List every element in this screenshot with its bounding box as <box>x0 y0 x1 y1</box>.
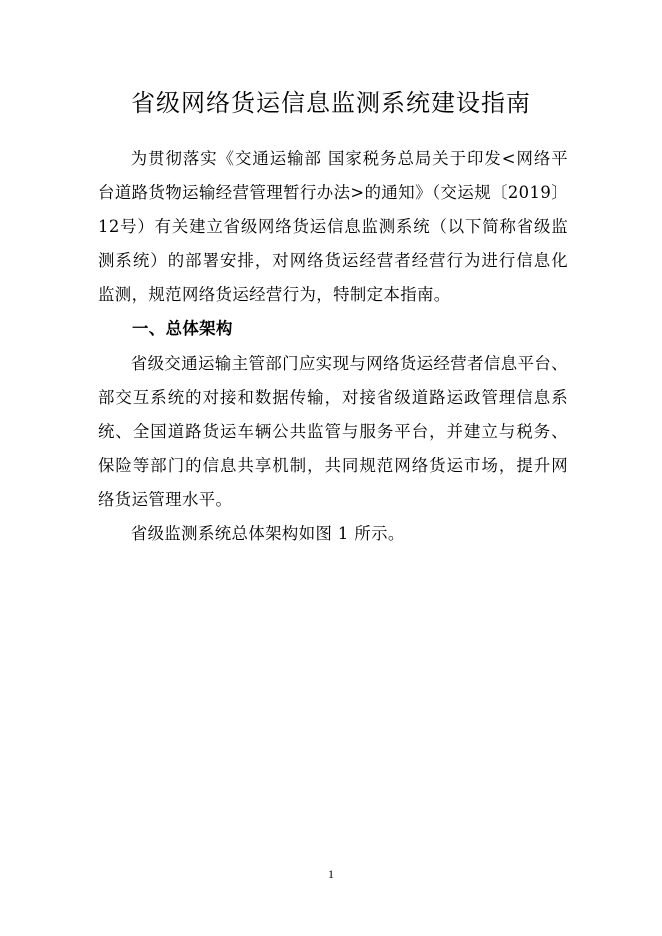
page-number: 1 <box>328 867 334 881</box>
figure-reference-paragraph: 省级监测系统总体架构如图 1 所示。 <box>130 524 405 543</box>
section-heading-overall-architecture: 一、总体架构 <box>132 319 233 338</box>
architecture-paragraph: 省级交通运输主管部门应实现与网络货运经营者信息平台、部交互系统的对接和数据传输，对接省级道路运政管理信息系统、全国道路货运车辆公共监管与服务平台，并建立与税务、保险等部门的信息共享机制，共同规范网络货运市场，提升网络货运管理水平。 <box>98 354 568 509</box>
intro-paragraph: 为贯彻落实《交通运输部 国家税务总局关于印发<网络平台道路货物运输经营管理暂行办法>的通知》（交运规〔2019〕12号）有关建立省级网络货运信息监测系统（以下简称省级监测系统）的部署安排，对网络货运经营者经营行为进行信息化监测，规范网络货运经营行为，特制定本指南。 <box>98 149 568 304</box>
document-title: 省级网络货运信息监测系统建设指南 <box>131 89 531 117</box>
